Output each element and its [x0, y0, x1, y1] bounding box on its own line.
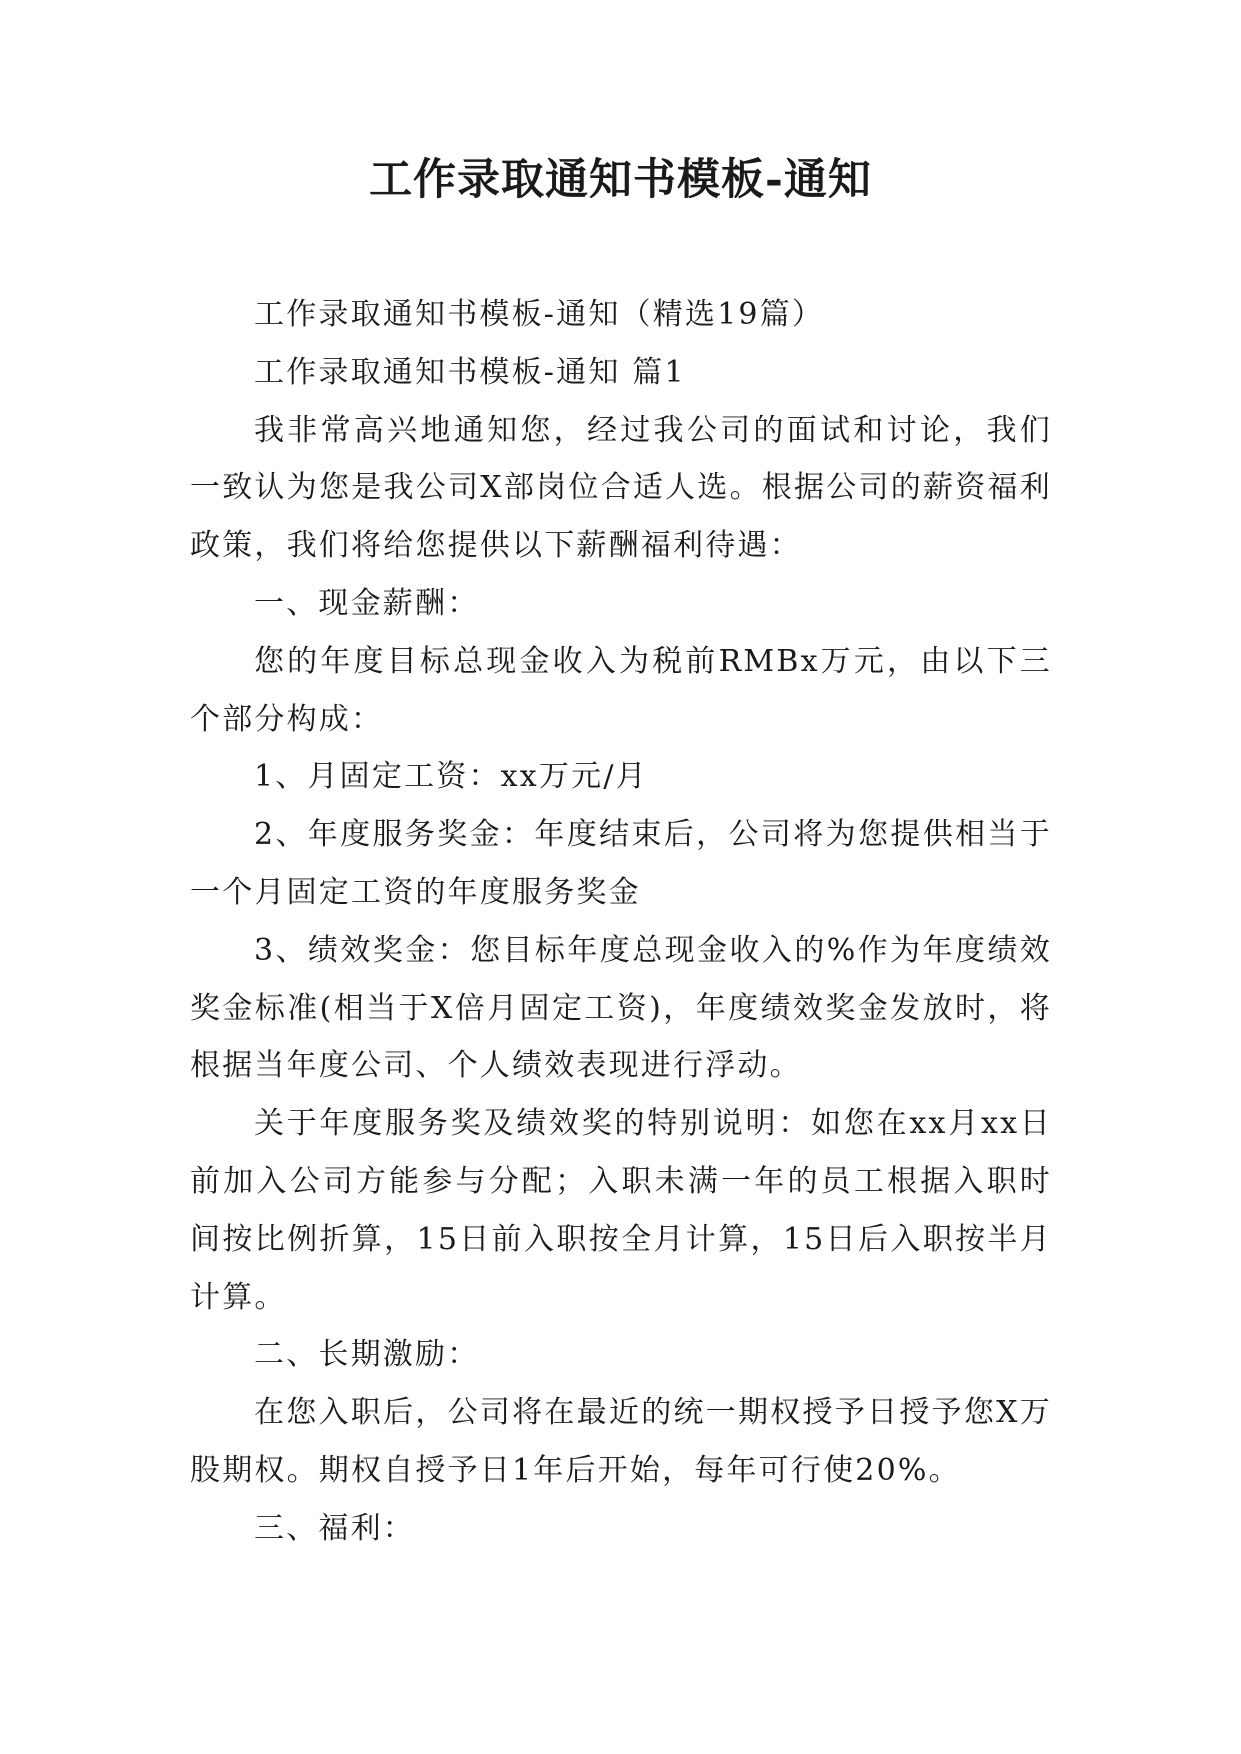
paragraph-monthly-salary: 1、月固定工资：xx万元/月 — [254, 759, 648, 795]
document-title: 工作录取通知书模板-通知 — [369, 155, 872, 205]
paragraph-benefits-heading: 三、福利： — [254, 1510, 415, 1546]
paragraph-subtitle: 工作录取通知书模板-通知（精选19篇） — [254, 297, 825, 332]
paragraph-stock-options: 在您入职后，公司将在最近的统一期权授予日授予您X万股期权。期权自授予日1年后开始，每年可行使20%。 — [190, 1395, 1052, 1488]
paragraph-section-heading: 工作录取通知书模板-通知 篇1 — [254, 354, 686, 390]
paragraph-incentive-heading: 二、长期激励： — [254, 1337, 480, 1373]
document-body — [190, 286, 1052, 1558]
paragraph-cash-heading: 一、现金薪酬： — [254, 585, 480, 621]
paragraph-cash-total: 您的年度目标总现金收入为税前RMBx万元，由以下三个部分构成： — [190, 643, 1052, 737]
paragraph-intro: 我非常高兴地通知您，经过我公司的面试和讨论，我们一致认为您是我公司X部岗位合适人选。根据公司的薪资福利政策，我们将给您提供以下薪酬福利待遇： — [190, 412, 1052, 564]
paragraph-service-bonus: 2、年度服务奖金：年度结束后，公司将为您提供相当于一个月固定工资的年度服务奖金 — [190, 817, 1052, 910]
paragraph-performance-bonus: 3、绩效奖金：您目标年度总现金收入的%作为年度绩效奖金标准(相当于X倍月固定工资)，年度绩效奖金发放时，将根据当年度公司、个人绩效表现进行浮动。 — [190, 932, 1052, 1084]
paragraph-bonus-note: 关于年度服务奖及绩效奖的特别说明：如您在xx月xx日前加入公司方能参与分配；入职未满一年的员工根据入职时间按比例折算，15日前入职按全月计算，15日后入职按半月计算。 — [190, 1106, 1052, 1315]
